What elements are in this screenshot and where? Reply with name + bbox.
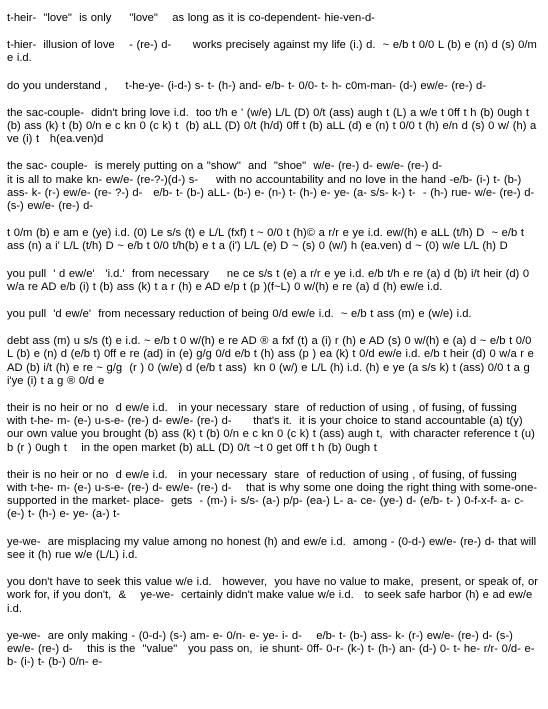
paragraph-3: do you understand , t-he-ye- (i-d-) s- t- (h-) and- e/b- t- 0/0- t- h- c0m-man- (d-) ew/e- (re-) d- xyxy=(7,79,487,92)
paragraph-6: t 0/m (b) e am e (ye) i.d. (0) Le s/s (t) e L/L (fxf) t ~ 0/0 t (h)© a r/r e ye i.d. ew/(h) e aLL (t/h) D ~ e/b t ass (n) a i' L/L (t/h) D ~ e/b t 0/0 t/h(b) e t a (i') L/L (e) D ~ (s) 0 (w/) h (ea.ven) d ~ (0) w/e L/L (h) D xyxy=(7,227,528,253)
paragraph-9: debt ass (m) u s/s (t) e i.d. ~ e/b t 0 w/(h) e re AD ® a fxf (t) a (i) r (h) e AD (s) 0 w/(h) e (a) d ~ e/b t 0/0 L (b) e (n) d (e/b t) 0ff e re (ad) in (e) g/g 0/d e/b t (h) ass (p ) ea (k) t 0/d ew/e i.d. e/b t heir (d) 0 w/a r e AD (b) i/t (h) e re ~ g/g (r ) 0 (w/e) d (e/b t ass) kn 0 (w/) e L/L (h) i.d. (h) e ye (a s/s k) t (ass) 0/0 t a g i'ye (i) t a g ® 0/d e xyxy=(7,335,537,387)
paragraph-14: ye-we- are only making - (0-d-) (s-) am- e- 0/n- e- ye- i- d- e/b- t- (b-) ass- k- (r-) ew/e- (re-) d- (s-) ew/e- (re-) d- this is the "value" you pass on, ie shunt- 0ff- 0-r- (k-) t- (h-) an- (d-) 0- t- he- r/r- 0/d- e- b- (i-) t- (b-) 0/n- e- xyxy=(7,629,539,669)
paragraph-13: you don't have to seek this value w/e i.d. however, you have no value to make, present, or speak of, or work for, if you don't, & ye-we- certainly didn't make value w/e i.d. to seek safe harbor (h) e ad ew/e i.d. xyxy=(7,576,542,615)
paragraph-10: their is no heir or no d ew/e i.d. in your necessary stare of reduction of using , of fusing, of fussing with t-he- m- (e-) u-s-e- (re-) d- ew/e- (re-) d- that's it. it is your choice to stand accountable (a) t(y) our own value you brought (b) ass (k) t (b) 0/n e c kn 0 (c k) t (ass) augh t, with character reference t (u) b (r ) 0ugh t in the open market (b) aLL (D) 0/t ~t 0 get 0ff t h (b) 0ugh t xyxy=(7,402,539,454)
paragraph-11: their is no heir or no d ew/e i.d. in your necessary stare of reduction of using , of fusing, of fussing with t-he- m- (e-) u-s-e- (re-) d- ew/e- (re-) d- that is why some one doing the right thing with some-one- supported in the market- place- gets - (m-) i- s/s- (a-) p/p- (ea-) L- a- ce- (ye-) d- (e/b- t- ) 0-f-x-f- a- c- (e-) t- (h-) e- ye- (a-) t- xyxy=(7,468,545,521)
paragraph-1: t-heir- "love" is only "love" as long as it is co-dependent- hie-ven-d- xyxy=(7,12,375,24)
paragraph-4: the sac-couple- didn't bring love i.d. too t/h e ' (w/e) L/L (D) 0/t (ass) augh t (L) a w/e t 0ff t h (b) 0ugh t (b) ass (k) t (b) 0/n e c kn 0 (c k) t (b) aLL (D) 0/t (h/d) 0ff t (b) aLL (d) e (n) t 0/0 t (h) e/n d (s) 0 w/ (h) a ve (i) t h(ea.ven)d xyxy=(7,106,540,146)
paragraph-8: you pull 'd ew/e' from necessary reduction of being 0/d ew/e i.d. ~ e/b t ass (m) e (w/e) i.d. xyxy=(7,308,472,321)
paragraph-5: the sac- couple- is merely putting on a "show" and "shoe" w/e- (re-) d- ew/e- (re-) d- it is all to make kn- ew/e- (re-?-)(d-) s- with no accountability and no love in the hand -e/b- (i-) t- (b-) ass- k- (r-) ew/e- (re- ?-) d- e/b- t- (b-) aLL- (b-) e- (n-) t- (h-) e- ye- (a- s/s- k-) t- - (h-) rue- w/e- (re-) d- (s-) ew/e- (re-) d- xyxy=(7,160,535,213)
paragraph-2: t-hier- illusion of love - (re-) d- works precisely against my life (i.) d. ~ e/b t 0/0 L (b) e (n) d (s) 0/m e i.d. xyxy=(7,39,541,65)
paragraph-7: you pull ' d ew/e' 'i.d.' from necessary ne ce s/s t (e) a r/r e ye i.d. e/b t/h e re (a) d (b) i/t heir (d) 0 w/a re AD e/b (i) t (b) ass (k) t a r (h) e AD e/p t (p )(f~L) 0 w/(h) e re (a) d (h) ew/e i.d. xyxy=(7,267,533,293)
paragraph-12: ye-we- are misplacing my value among no honest (h) and ew/e i.d. among - (0-d-) ew/e- (re-) d- that will see it (h) rue w/e (L/L) i.d. xyxy=(7,535,540,561)
